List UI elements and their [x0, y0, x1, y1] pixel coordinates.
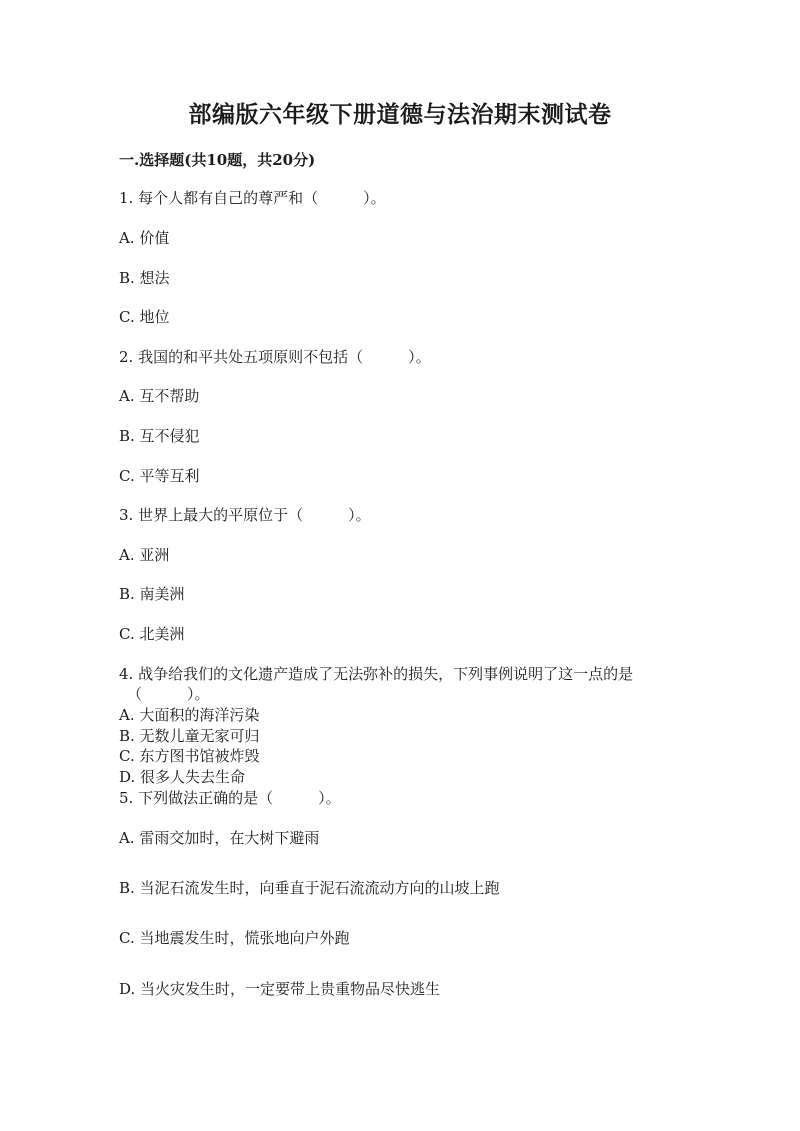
question-4-option-d: D. 很多人失去生命 [119, 768, 246, 786]
question-4-stem: 4. 战争给我们的文化遗产造成了无法弥补的损失，下列事例说明了这一点的是 [119, 665, 634, 683]
question-3-option-c: C. 北美洲 [119, 625, 185, 643]
question-2-option-b: B. 互不侵犯 [119, 427, 200, 445]
question-5-option-c: C. 当地震发生时，慌张地向户外跑 [119, 929, 350, 947]
question-4-option-a: A. 大面积的海洋污染 [119, 706, 260, 724]
question-1-option-a: A. 价值 [119, 229, 170, 247]
question-1-option-b: B. 想法 [119, 269, 170, 287]
question-5-option-d: D. 当火灾发生时，一定要带上贵重物品尽快逃生 [119, 980, 441, 998]
question-4-stem-continued: （ ）。 [127, 685, 210, 703]
question-5-option-b: B. 当泥石流发生时，向垂直于泥石流流动方向的山坡上跑 [119, 879, 500, 897]
question-4-option-b: B. 无数儿童无家可归 [119, 727, 260, 745]
exam-title: 部编版六年级下册道德与法治期末测试卷 [188, 101, 612, 128]
question-3-option-a: A. 亚洲 [119, 546, 170, 564]
question-5-option-a: A. 雷雨交加时，在大树下避雨 [119, 829, 320, 847]
question-2-option-a: A. 互不帮助 [119, 387, 200, 405]
section-heading: 一.选择题(共10题，共20分) [119, 151, 316, 169]
question-2-option-c: C. 平等互利 [119, 467, 200, 485]
question-1-option-c: C. 地位 [119, 308, 170, 326]
question-1-stem: 1. 每个人都有自己的尊严和（ ）。 [119, 189, 386, 207]
question-3-stem: 3. 世界上最大的平原位于（ ）。 [119, 506, 371, 524]
question-2-stem: 2. 我国的和平共处五项原则不包括（ ）。 [119, 348, 431, 366]
question-5-stem: 5. 下列做法正确的是（ ）。 [119, 789, 341, 807]
question-4-option-c: C. 东方图书馆被炸毁 [119, 747, 260, 765]
question-3-option-b: B. 南美洲 [119, 585, 185, 603]
